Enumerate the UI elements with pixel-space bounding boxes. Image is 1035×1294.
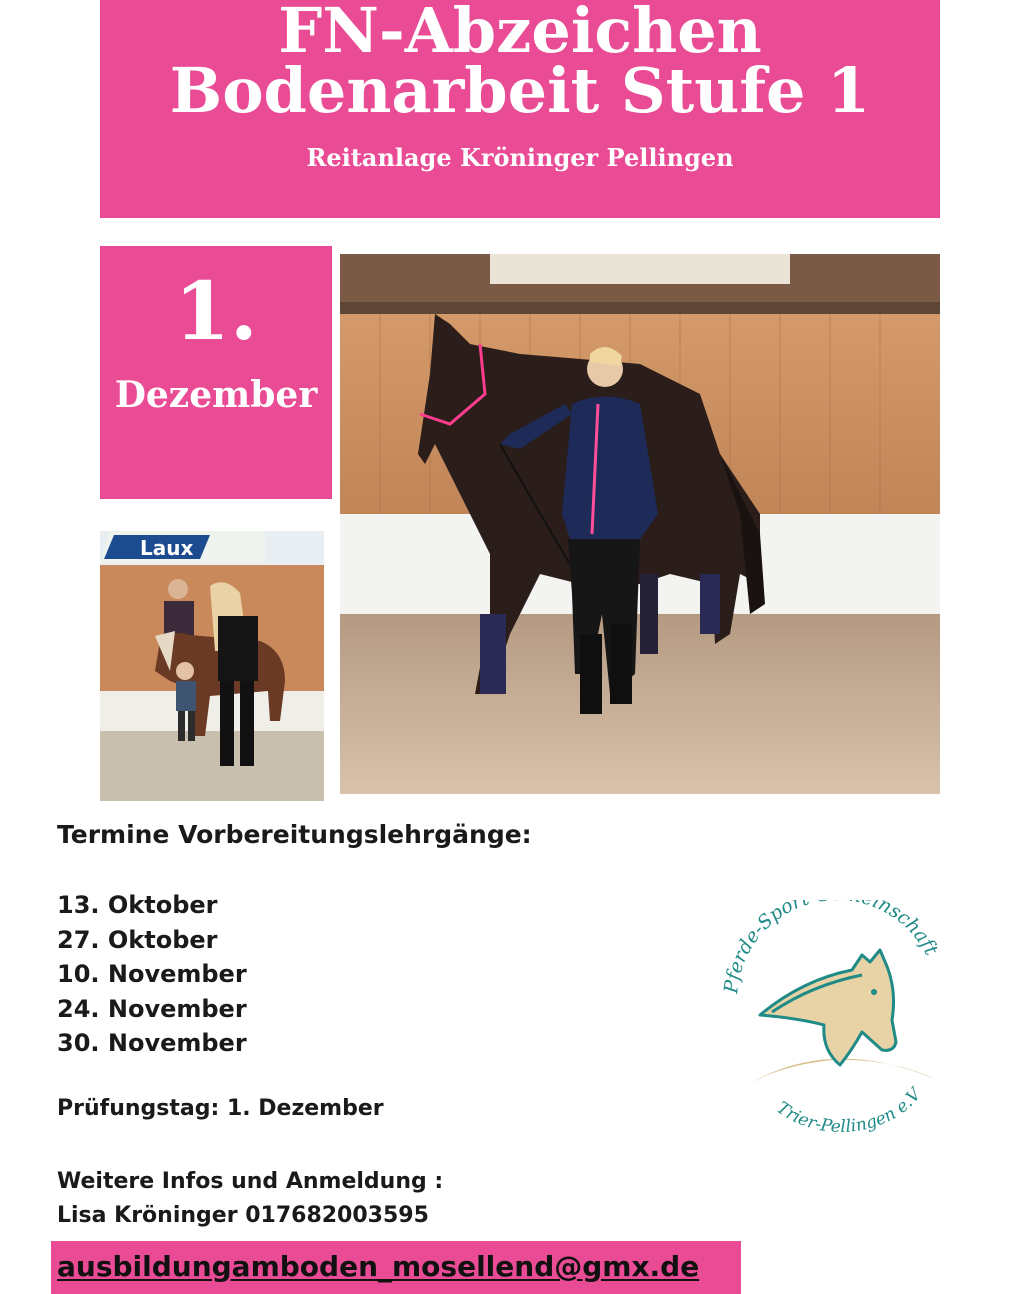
course-date-item: 30. November (57, 1029, 247, 1057)
exam-day-text: Prüfungstag: 1. Dezember (57, 1096, 384, 1121)
title-line-2: Bodenarbeit Stufe 1 (169, 54, 871, 127)
venue-subtitle: Reitanlage Kröninger Pellingen (306, 143, 734, 172)
email-highlight (51, 1241, 741, 1294)
title-line-1: FN-Abzeichen (278, 0, 762, 67)
logo-top-textpath: Pferde-Spor inschaft (720, 900, 943, 995)
header-banner (100, 0, 940, 218)
course-date-item: 13. Oktober (57, 891, 218, 919)
course-date-item: 24. November (57, 994, 247, 1023)
club-logo (712, 900, 952, 1140)
main-photo-horse-handler (340, 254, 940, 794)
contact-info (57, 1165, 443, 1233)
exam-month: Dezember (114, 374, 318, 416)
course-date-item: 10. November (57, 960, 247, 988)
contact-info-label: Weitere Infos und Anmeldung : (57, 1169, 444, 1194)
club-logo-graphic (712, 900, 952, 1140)
contact-email-link[interactable]: ausbildungamboden_mosellend@gmx.de (57, 1250, 700, 1283)
logo-bottom-textpath: Trier-Pellingen e.V (772, 1086, 924, 1138)
laux-sign-text: Laux (140, 536, 194, 560)
small-photo-pony-child (100, 531, 324, 801)
main-photo-illustration (340, 254, 940, 794)
exam-day-number: 1. (174, 264, 258, 358)
contact-name-phone: Lisa Kröninger 017682003595 (57, 1203, 429, 1228)
course-dates-list (57, 888, 247, 1061)
logo-horse-eye (871, 989, 877, 995)
course-dates-heading: Termine Vorbereitungslehrgänge: (57, 820, 532, 849)
course-date-item: 27. Oktober (57, 925, 218, 954)
small-photo-illustration (100, 531, 324, 801)
exam-date-box (100, 246, 332, 499)
